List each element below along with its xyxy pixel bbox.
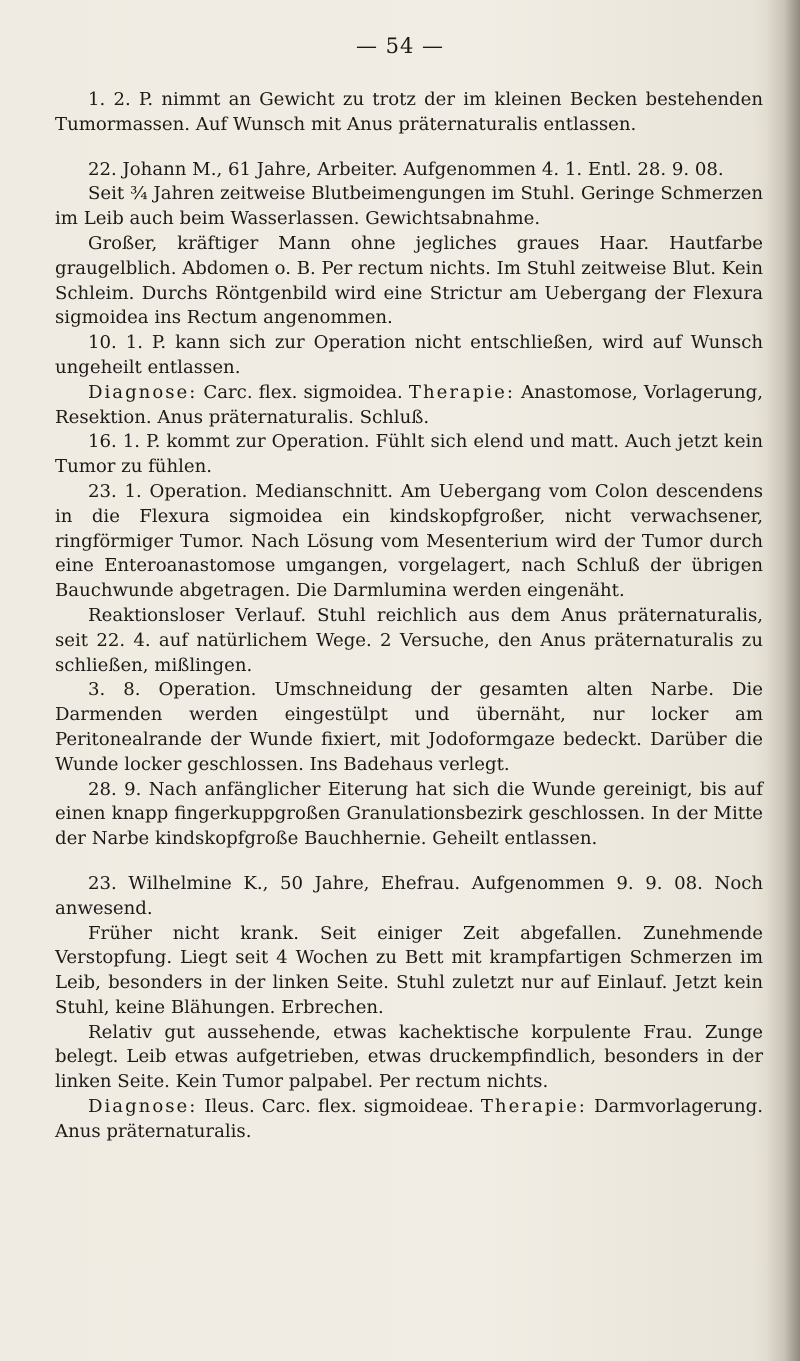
case-22-therapy-text: Anastomose, Vorlagerung, Resektion. Anus präternaturalis. Schluß. xyxy=(55,381,763,428)
case-22-entry-2: 16. 1. P. kommt zur Operation. Fühlt sich elend und matt. Auch jetzt kein Tumor zu fühlen. xyxy=(55,431,763,478)
page-edge-shadow xyxy=(766,0,800,1361)
page-body-text xyxy=(55,88,763,1145)
case-22-diagnosis xyxy=(55,381,763,431)
case-22-findings: Großer, kräftiger Mann ohne jegliches graues Haar. Hautfarbe graugelblich. Abdomen o. B. Per rectum nichts. Im Stuhl zeitweise Blut. Kein Schleim. Durchs Röntgenbild wird eine Strictur am Uebergang der Flexura sigmoidea ins Rectum angenommen. xyxy=(55,232,763,329)
case-22-entry-6: 28. 9. Nach anfänglicher Eiterung hat sich die Wunde gereinigt, bis auf einen knapp fingerkuppgroßen Granulationsbezirk geschlossen. In der Mitte der Narbe kindskopfgroße Bauchhernie. Geheilt entlassen. xyxy=(55,778,763,850)
case-23-header: 23. Wilhelmine K., 50 Jahre, Ehefrau. Aufgenommen 9. 9. 08. Noch anwesend. xyxy=(55,872,763,919)
case-23-diagnosis-text: Ileus. Carc. flex. sigmoideae. xyxy=(197,1096,481,1118)
case-22-entry-5: 3. 8. Operation. Umschneidung der gesamten alten Narbe. Die Darmenden werden eingestülpt und übernäht, nur locker am Peritonealrande der Wunde fixiert, mit Jodoformgaze bedeckt. Darüber die Wunde locker geschlossen. Ins Badehaus verlegt. xyxy=(55,679,763,775)
case-22-entry-1: 10. 1. P. kann sich zur Operation nicht entschließen, wird auf Wunsch ungeheilt entlassen. xyxy=(55,332,763,378)
case-23-history: Früher nicht krank. Seit einiger Zeit abgefallen. Zunehmende Verstopfung. Liegt seit 4 Wochen zu Bett mit krampfartigen Schmerzen im Leib, besonders in der linken Seite. Stuhl zuletzt nur auf Einlauf. Jetzt kein Stuhl, keine Blähungen. Erbrechen. xyxy=(55,922,763,1018)
case-22-header: 22. Johann M., 61 Jahre, Arbeiter. Aufgenommen 4. 1. Entl. 28. 9. 08. xyxy=(88,158,724,180)
case-22-entry-4: Reaktionsloser Verlauf. Stuhl reichlich aus dem Anus präternaturalis, seit 22. 4. auf natürlichem Wege. 2 Versuche, den Anus präternaturalis zu schließen, mißlingen. xyxy=(55,604,763,676)
case-22-therapy-label: Therapie: xyxy=(408,381,515,403)
case-23-therapy-text: Darmvorlagerung. Anus präternaturalis. xyxy=(55,1096,763,1142)
case-22-diagnosis-label: Diagnose: xyxy=(88,381,198,403)
case-end-paragraph: 1. 2. P. nimmt an Gewicht zu trotz der im kleinen Becken bestehenden Tumormassen. Auf Wunsch mit Anus präternaturalis entlassen. xyxy=(55,89,763,135)
case-23-findings: Relativ gut aussehende, etwas kachektische korpulente Frau. Zunge belegt. Leib etwas aufgetrieben, etwas druckempfindlich, besonders in der linken Seite. Kein Tumor palpabel. Per rectum nichts. xyxy=(55,1021,763,1093)
case-23-diagnosis xyxy=(55,1095,763,1145)
case-22-history: Seit ¾ Jahren zeitweise Blutbeimengungen im Stuhl. Geringe Schmerzen im Leib auch beim Wasserlassen. Gewichtsabnahme. xyxy=(55,183,763,230)
case-22-diagnosis-text: Carc. flex. sigmoidea. xyxy=(197,381,409,403)
case-22-entry-3: 23. 1. Operation. Medianschnitt. Am Uebergang vom Colon descendens in die Flexura sigmoidea ein kindskopfgroßer, nicht verwachsener, ringförmiger Tumor. Nach Lösung vom Mesenterium wird der Tumor durch eine Enteroanastomose umgangen, vorgelagert, nach Schluß der übrigen Bauchwunde abgetragen. Die Darmlumina werden eingenäht. xyxy=(55,480,763,602)
case-23-therapy-label: Therapie: xyxy=(480,1096,587,1118)
page-number: — 54 — xyxy=(355,34,445,58)
case-23-diagnosis-label: Diagnose: xyxy=(88,1096,198,1118)
